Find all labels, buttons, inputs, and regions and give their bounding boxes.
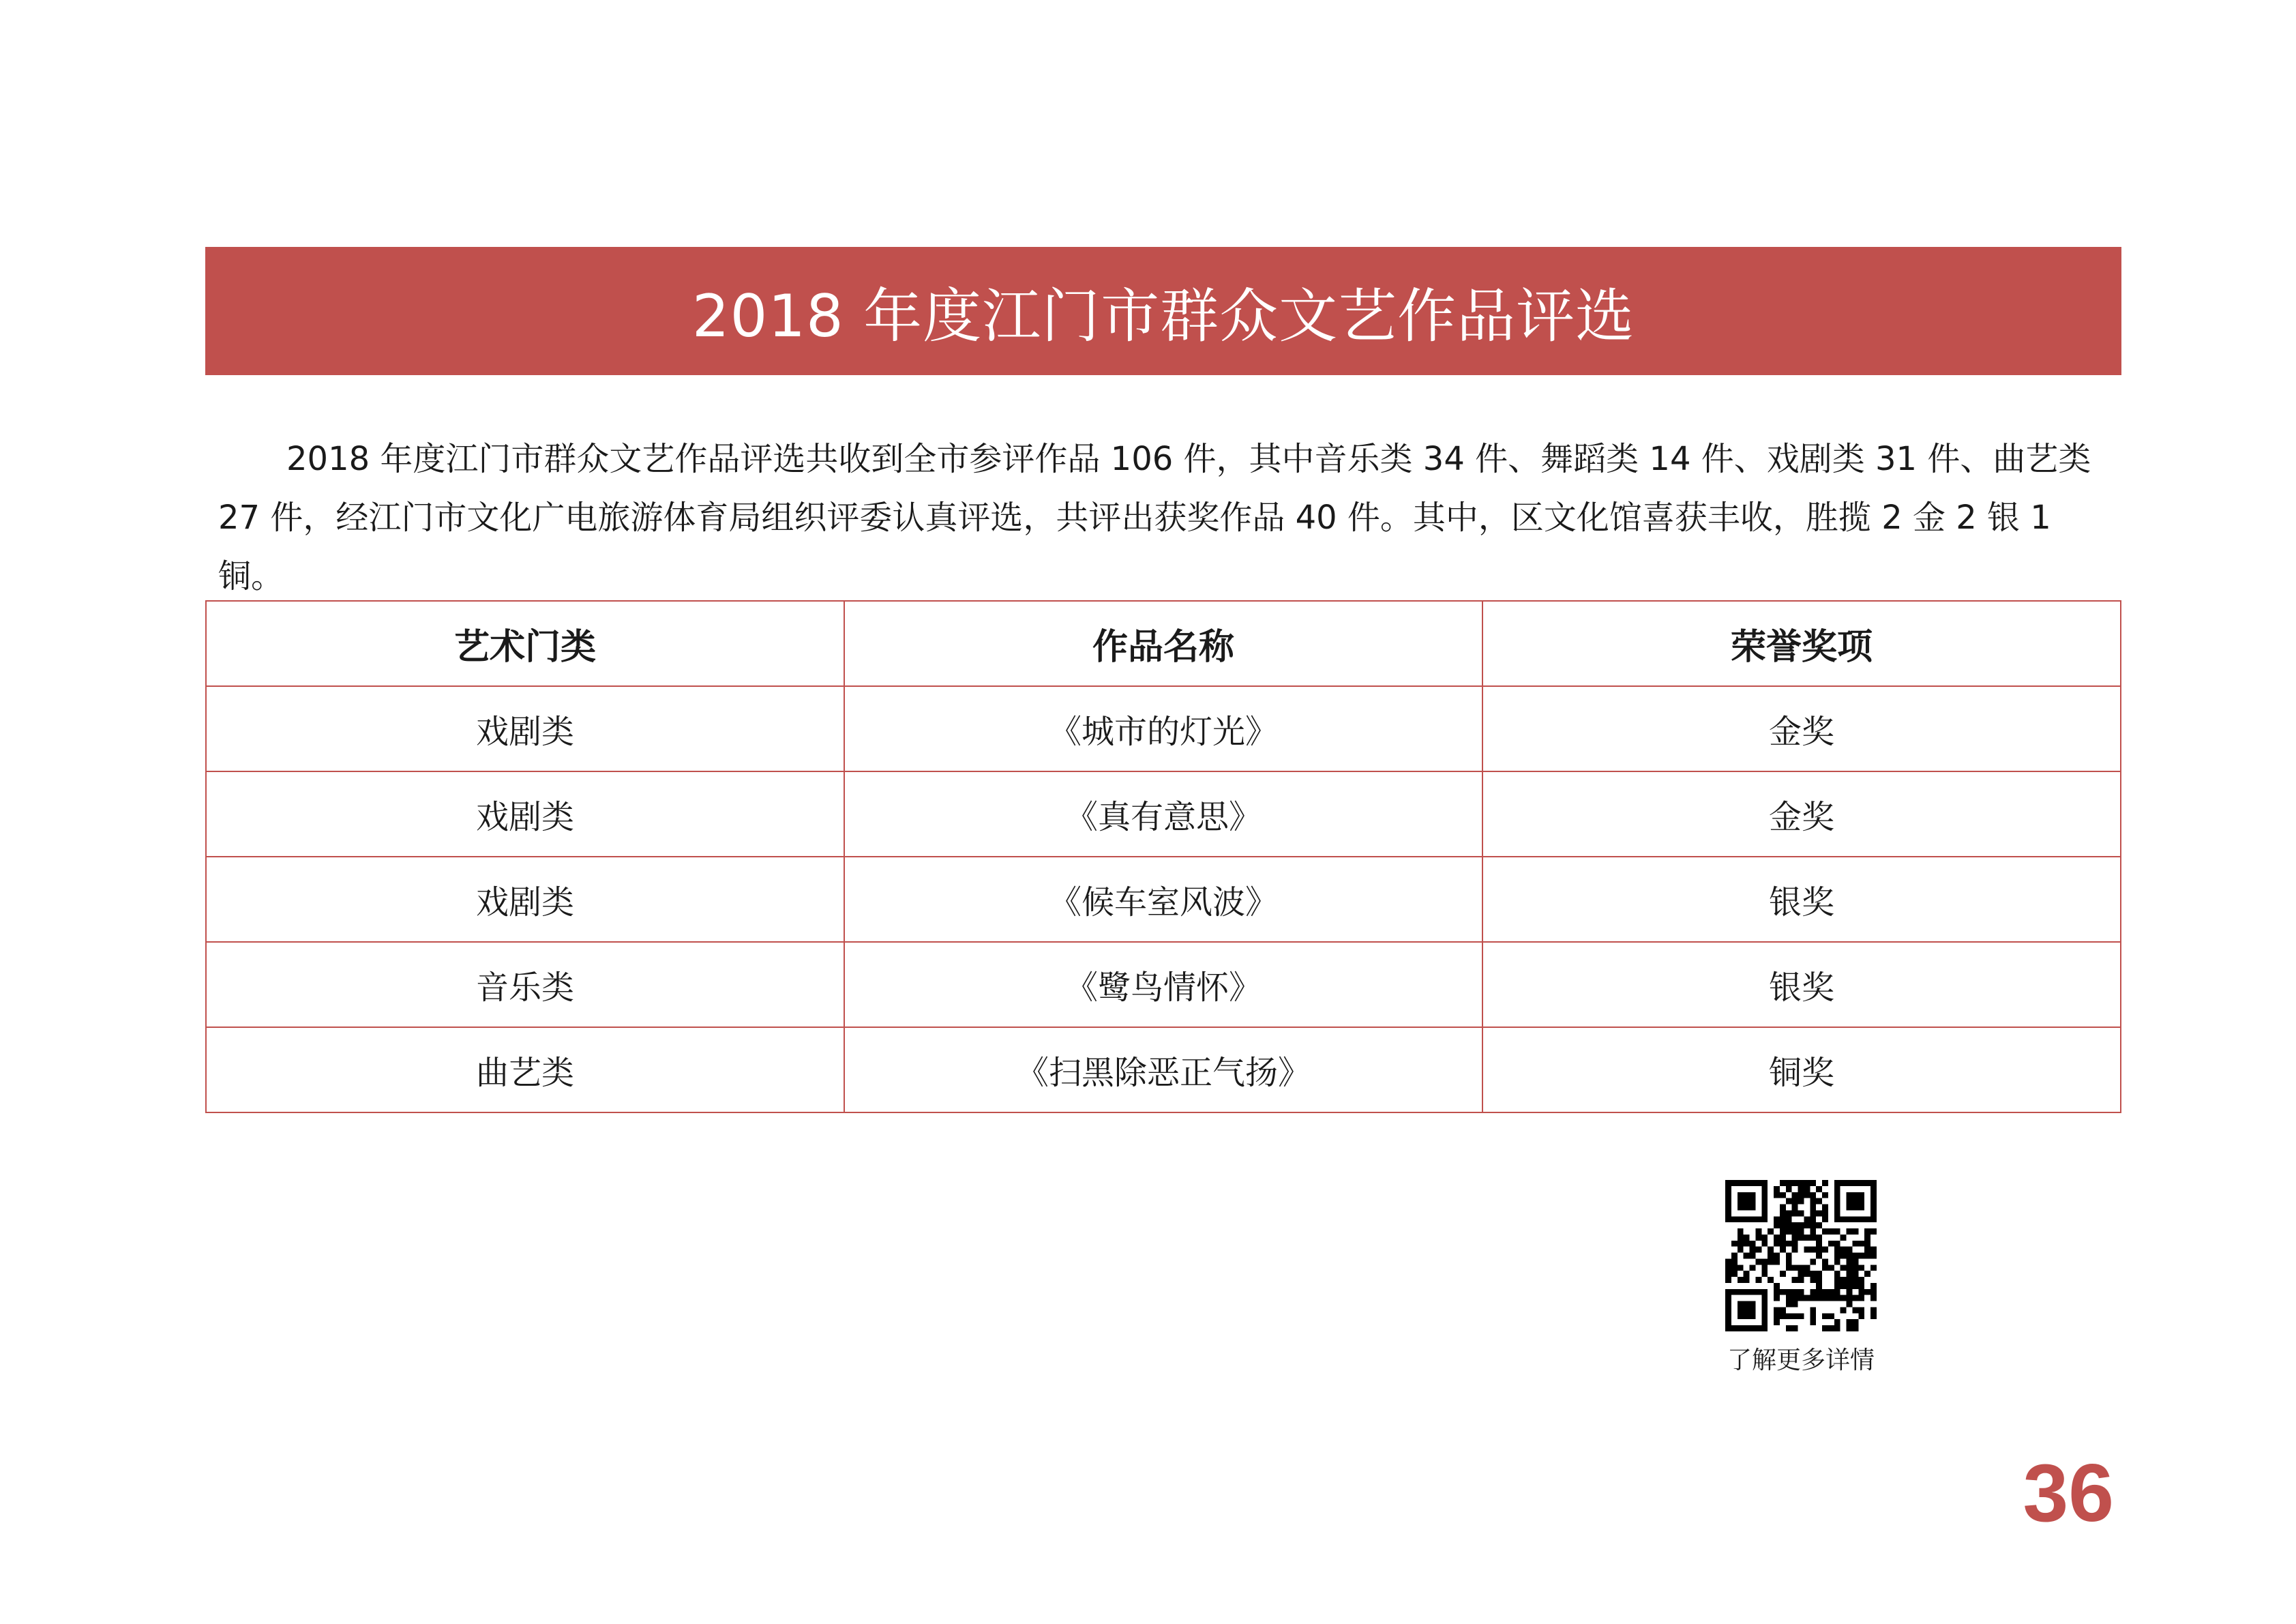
table-row [206,942,2121,1027]
cell-category: 戏剧类 [206,857,844,942]
column-header-award: 荣誉奖项 [1482,601,2121,686]
cell-work-title: 《城市的灯光》 [844,686,1482,771]
page-title: 2018 年度江门市群众文艺作品评选 [691,282,1635,351]
table-row [206,686,2121,771]
cell-category: 戏剧类 [206,686,844,771]
cell-work-title: 《候车室风波》 [844,857,1482,942]
table-row [206,857,2121,942]
qr-block [1725,1180,1877,1376]
cell-work-title: 《真有意思》 [844,771,1482,857]
column-header-work-title: 作品名称 [844,601,1482,686]
qr-code-icon[interactable] [1725,1180,1877,1331]
cell-award: 金奖 [1482,686,2121,771]
cell-award: 铜奖 [1482,1027,2121,1112]
qr-caption: 了解更多详情 [1727,1346,1875,1374]
cell-category: 戏剧类 [206,771,844,857]
cell-category: 音乐类 [206,942,844,1027]
page-number: 36 [2023,1447,2114,1539]
cell-award: 银奖 [1482,942,2121,1027]
cell-category: 曲艺类 [206,1027,844,1112]
table-row [206,771,2121,857]
cell-work-title: 《扫黑除恶正气扬》 [844,1027,1482,1112]
cell-award: 金奖 [1482,771,2121,857]
column-header-category: 艺术门类 [206,601,844,686]
title-banner [205,247,2121,375]
table-header-row [206,601,2121,686]
awards-table [205,600,2121,1113]
cell-work-title: 《鹭鸟情怀》 [844,942,1482,1027]
cell-award: 银奖 [1482,857,2121,942]
table-row [206,1027,2121,1112]
intro-paragraph: 2018 年度江门市群众文艺作品评选共收到全市参评作品 106 件，其中音乐类 34 件、舞蹈类 14 件、戏剧类 31 件、曲艺类 27 件，经江门市文化广电旅游体育局组织评委认真评选，共评出获奖作品 40 件。其中，区文化馆喜获丰收，胜揽 2 金 2 银 1 铜。 [218,440,2091,595]
